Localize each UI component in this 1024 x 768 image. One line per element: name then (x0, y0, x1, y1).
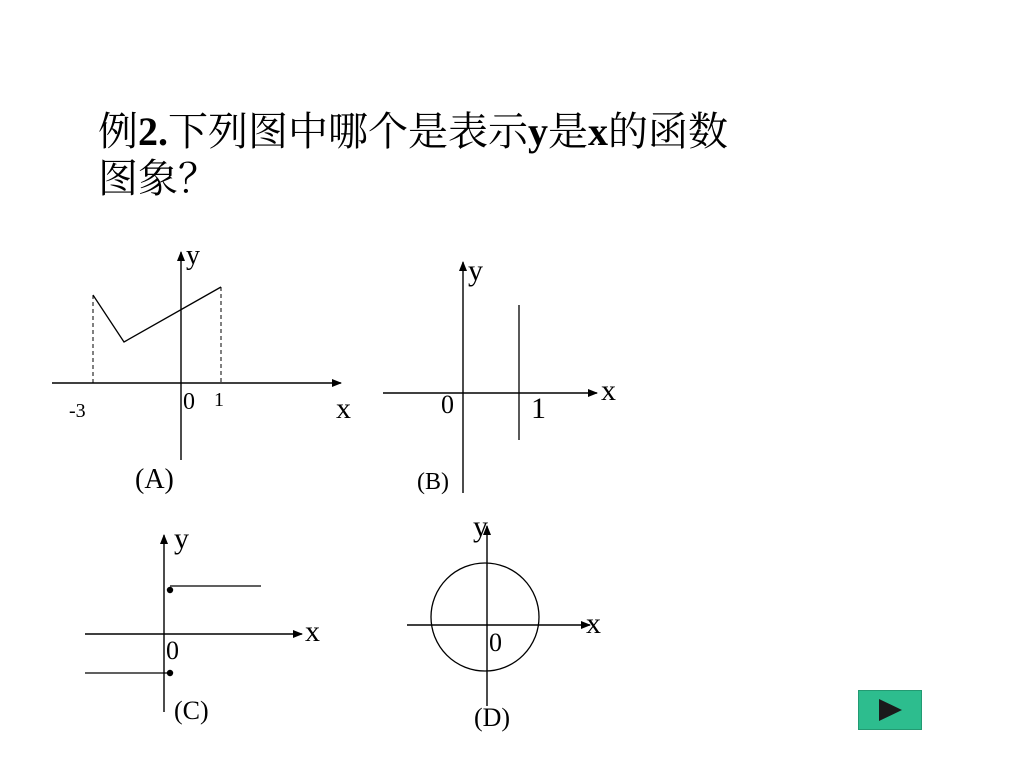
graph-d-x-label: x (586, 607, 601, 640)
graph-c (85, 535, 302, 712)
title-example-number: 2. (138, 109, 168, 154)
graph-d-caption: (D) (474, 703, 511, 732)
graph-c-y-label: y (174, 522, 189, 555)
title-prefix: 例 (98, 109, 138, 155)
graph-c-origin-label: 0 (166, 636, 179, 665)
graph-a-curve (93, 287, 221, 342)
graph-b-tick-1: 1 (531, 392, 546, 425)
question-title-line2: 图象？ (98, 156, 218, 202)
title-variable-y: y (528, 109, 548, 154)
graph-b (383, 262, 597, 493)
graph-c-x-label: x (305, 615, 320, 648)
graph-c-lower-point (167, 670, 173, 676)
graph-b-origin-label: 0 (441, 390, 454, 419)
play-triangle-icon (859, 691, 921, 729)
graph-c-caption: (C) (174, 696, 209, 725)
graph-d (407, 526, 590, 706)
graph-a-origin-label: 0 (183, 389, 195, 415)
graph-a-x-label: x (336, 392, 351, 425)
graph-d-origin-label: 0 (489, 628, 502, 657)
next-slide-button[interactable] (858, 690, 922, 730)
title-variable-x: x (588, 109, 608, 154)
graph-a-tick-neg3: -3 (69, 400, 86, 422)
graph-a-tick-1: 1 (214, 389, 224, 411)
title-text-part1: 下列图中哪个是表示 (168, 109, 528, 155)
graph-d-circle (431, 563, 539, 671)
graph-d-y-label: y (473, 510, 488, 543)
graph-a (52, 252, 341, 460)
graph-b-caption: (B) (417, 469, 449, 495)
graph-b-y-label: y (468, 254, 483, 287)
graph-b-x-label: x (601, 374, 616, 407)
graph-a-y-label: y (186, 240, 200, 271)
graph-c-upper-point (167, 587, 173, 593)
title-text-part2: 是 (548, 109, 588, 155)
graph-a-caption: (A) (135, 464, 174, 495)
title-text-part3: 的函数 (608, 109, 728, 155)
